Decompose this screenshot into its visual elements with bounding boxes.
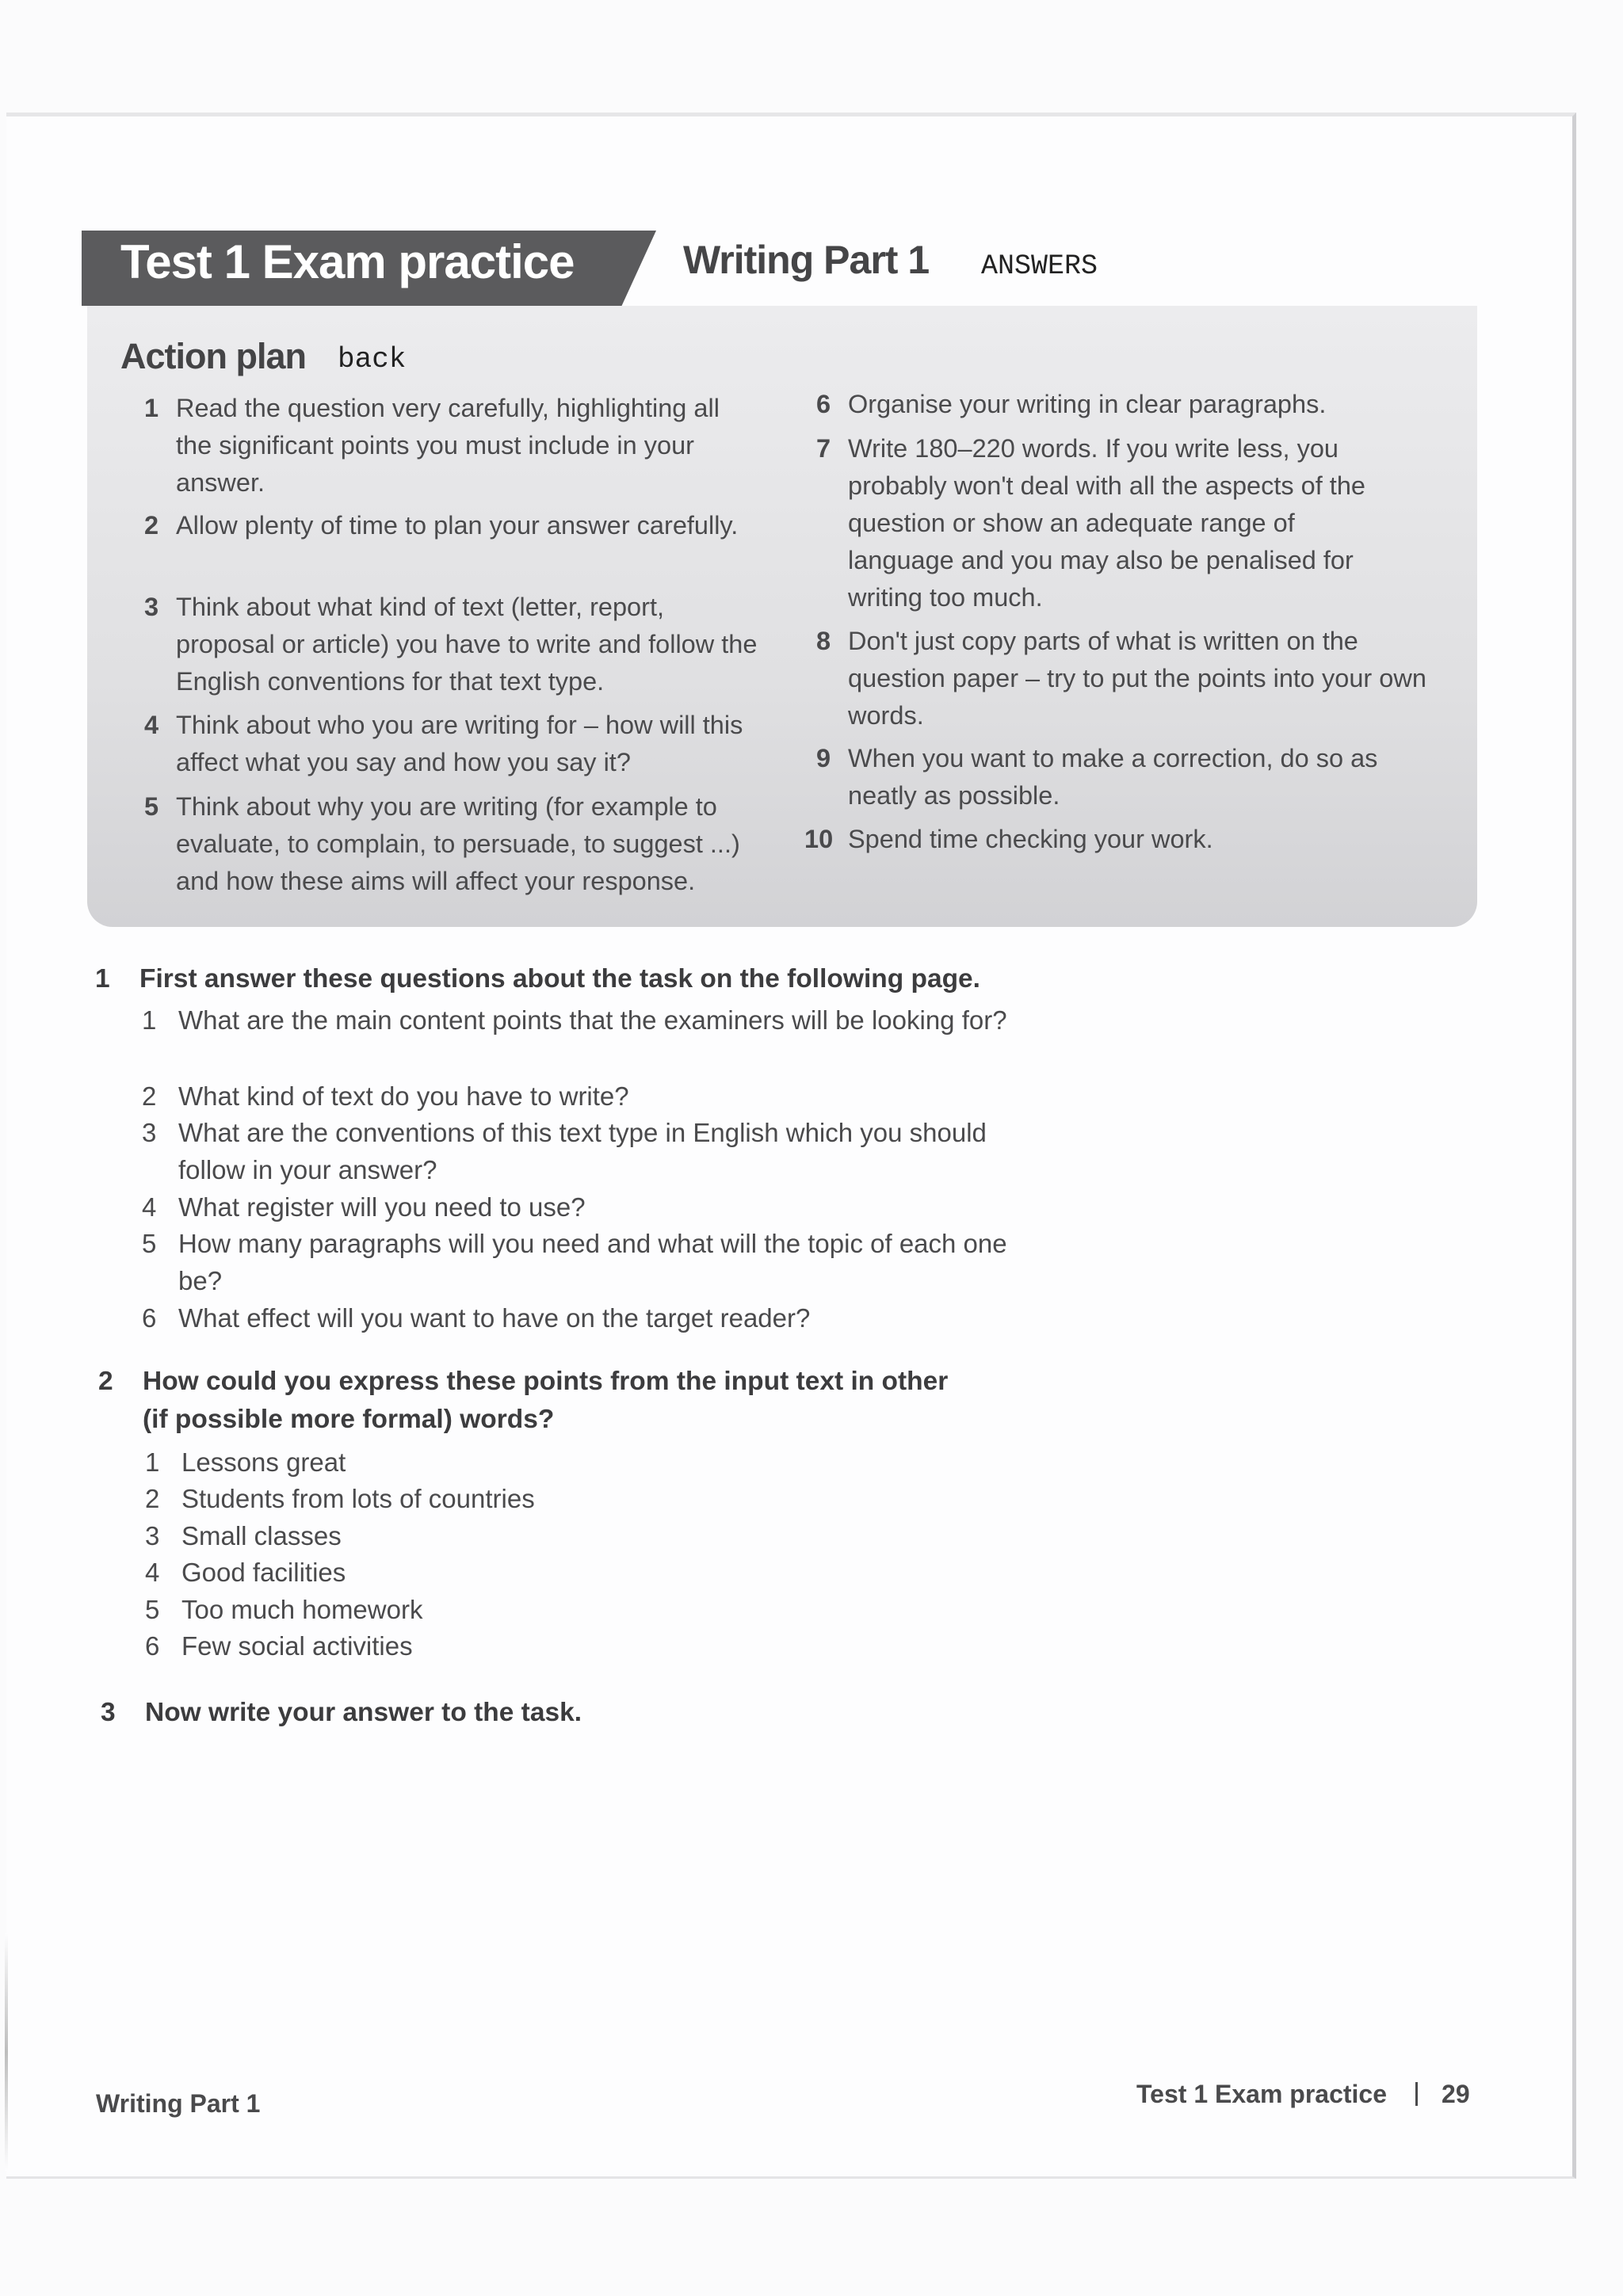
item-text: Think about why you are writing (for example to evaluate, to complain, to persuade, to suggest ...) and how these aims will affect your response. — [176, 792, 740, 895]
question-number: 2 — [145, 1484, 160, 1513]
question-number: 4 — [142, 1192, 157, 1222]
exercise-heading — [95, 960, 1170, 998]
question-number: 2 — [142, 1081, 157, 1111]
action-plan-item — [816, 623, 1434, 734]
question-text: What are the conventions of this text type in English which you should follow in your answer? — [178, 1118, 987, 1184]
footer-section-label: Writing Part 1 — [96, 2089, 261, 2118]
question-item — [145, 1480, 895, 1517]
action-plan-item — [144, 390, 762, 502]
question-text: What effect will you want to have on the target reader? — [178, 1303, 811, 1333]
question-text: What register will you need to use? — [178, 1192, 586, 1222]
question-text: What kind of text do you have to write? — [178, 1081, 629, 1111]
item-text: Organise your writing in clear paragraphs. — [848, 390, 1327, 418]
question-number: 3 — [142, 1118, 157, 1147]
question-number: 5 — [145, 1595, 160, 1624]
question-text: Students from lots of countries — [181, 1484, 535, 1513]
question-text: Small classes — [181, 1521, 342, 1550]
item-text: Don't just copy parts of what is written on the question paper – try to put the points into your own words. — [848, 627, 1426, 730]
page-edge — [5, 1933, 8, 2171]
question-text: What are the main content points that the examiners will be looking for? — [178, 1005, 1007, 1035]
action-plan-item — [816, 386, 1450, 423]
footer-test-label: Test 1 Exam practice — [1136, 2080, 1388, 2108]
action-plan-item — [144, 707, 762, 781]
answers-link[interactable]: ANSWERS — [981, 250, 1098, 282]
exercise-number: 3 — [101, 1698, 116, 1727]
question-number: 3 — [145, 1521, 160, 1550]
exercise-heading — [101, 1694, 1017, 1732]
item-text: Think about what kind of text (letter, report, proposal or article) you have to write and follow the English conventions for that text type. — [176, 593, 758, 696]
item-number: 10 — [804, 825, 834, 853]
item-text: Read the question very carefully, highlighting all the significant points you must include in your answer. — [176, 394, 720, 497]
back-link[interactable]: back — [338, 343, 407, 376]
item-number: 8 — [816, 627, 831, 655]
question-item — [142, 1225, 1034, 1299]
action-plan-item — [804, 821, 1434, 858]
action-plan-item — [816, 740, 1434, 814]
question-item — [145, 1554, 895, 1591]
question-text: How many paragraphs will you need and what will the topic of each one be? — [178, 1229, 1007, 1295]
item-number: 2 — [144, 511, 159, 540]
item-number: 9 — [816, 744, 831, 772]
question-item — [142, 1114, 1058, 1188]
item-number: 7 — [816, 434, 831, 463]
question-item — [142, 1299, 1129, 1337]
action-plan-title: Action plan — [120, 336, 306, 376]
section-title: Writing Part 1 — [683, 238, 930, 282]
question-item — [145, 1627, 895, 1665]
item-number: 5 — [144, 792, 159, 821]
item-number: 6 — [816, 390, 831, 418]
item-text: Spend time checking your work. — [848, 825, 1213, 853]
question-item — [145, 1591, 895, 1628]
item-text: Think about who you are writing for – how will this affect what you say and how you say it? — [176, 711, 743, 776]
item-number: 1 — [144, 394, 159, 422]
exercise-text: First answer these questions about the task on the following page. — [139, 964, 980, 994]
exercise-heading — [98, 1363, 967, 1439]
question-number: 1 — [142, 1005, 157, 1035]
question-text: Too much homework — [181, 1595, 423, 1624]
banner-title: Test 1 Exam practice — [120, 235, 575, 288]
page-number: 29 — [1442, 2080, 1470, 2108]
question-number: 5 — [142, 1229, 157, 1258]
item-text: When you want to make a correction, do so as neatly as possible. — [848, 744, 1378, 810]
item-text: Allow plenty of time to plan your answer carefully. — [176, 511, 739, 540]
question-text: Good facilities — [181, 1558, 346, 1587]
exercise-number: 2 — [98, 1367, 113, 1396]
question-number: 4 — [145, 1558, 160, 1587]
action-plan-item — [144, 788, 762, 900]
question-item — [145, 1444, 895, 1481]
footer-right — [1136, 2080, 1470, 2109]
footer-separator — [1415, 2082, 1418, 2106]
question-text: Few social activities — [181, 1631, 413, 1661]
question-number: 6 — [142, 1303, 157, 1333]
action-plan-item — [144, 507, 762, 544]
exercise-text: Now write your answer to the task. — [145, 1698, 582, 1727]
item-number: 4 — [144, 711, 159, 739]
question-text: Lessons great — [181, 1447, 346, 1477]
action-plan-item — [816, 430, 1403, 616]
question-item — [142, 1188, 1129, 1226]
question-number: 6 — [145, 1631, 160, 1661]
question-number: 1 — [145, 1447, 160, 1477]
question-item — [142, 1077, 1129, 1115]
item-text: Write 180–220 words. If you write less, you probably won't deal with all the aspects of the question or show an adequate range of language and you may also be penalised for writing too much. — [848, 434, 1365, 612]
question-item — [145, 1517, 895, 1554]
action-plan-item — [144, 589, 762, 700]
item-number: 3 — [144, 593, 159, 621]
exercise-number: 1 — [95, 964, 110, 994]
exercise-text: How could you express these points from the input text in other (if possible more formal) words? — [143, 1367, 949, 1434]
question-item — [142, 1001, 1034, 1039]
